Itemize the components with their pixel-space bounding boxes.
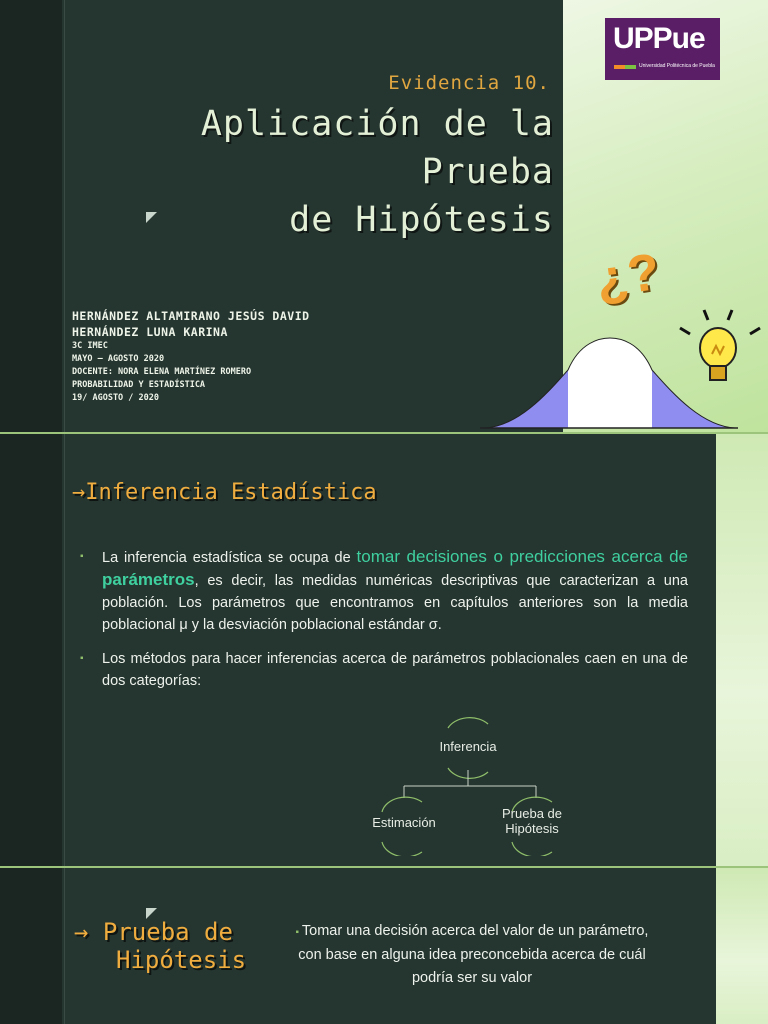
lightbulb-icon [672, 302, 768, 398]
author-block [72, 308, 310, 405]
hypothesis-slide [0, 868, 768, 1024]
title-line: de Hipótesis [289, 200, 554, 240]
section-title: →Inferencia Estadística [72, 480, 377, 505]
detail-line: DOCENTE: NORA ELENA MARTÍNEZ ROMERO [72, 367, 252, 377]
section-title: → Prueba de Hipótesis [74, 918, 247, 974]
tree-node-left: Estimación [372, 815, 436, 830]
green-panel [716, 434, 768, 866]
inference-slide [0, 434, 768, 866]
definition-text: ▪ Tomar una decisión acerca del valor de un parámetro, con base en alguna idea preconcebida acerca de cuál podría ser su valor [286, 920, 658, 990]
bullet-list [80, 546, 688, 704]
title-slide [0, 0, 768, 432]
title-line: Aplicación de la [200, 104, 554, 144]
list-item: ▪ La inferencia estadística se ocupa de tomar decisiones o predicciones acerca de parámetros, es decir, las medidas numéricas descriptivas que caracterizan a una población. Los parámetros que encontramos en capítulos anteriores son la media poblacional μ y la desviación poblacional estándar σ. [80, 546, 688, 636]
evidence-label: Evidencia 10. [388, 72, 550, 94]
question-marks-icon: ¿? [592, 242, 664, 310]
list-item: ▪ Los métodos para hacer inferencias acerca de parámetros poblacionales caen en una de dos categorías: [80, 648, 688, 692]
author-name: HERNÁNDEZ LUNA KARINA [72, 325, 228, 339]
author-name: HERNÁNDEZ ALTAMIRANO JESÚS DAVID [72, 309, 310, 323]
slide-title [201, 100, 554, 244]
title-line: Prueba [421, 152, 554, 192]
tree-node-root: Inferencia [439, 739, 497, 754]
highlight-text: tomar decisiones o predicciones acerca de [356, 547, 688, 566]
detail-line: MAYO – AGOSTO 2020 [72, 354, 165, 364]
triangle-marker-icon [146, 212, 157, 223]
detail-line: 3C IMEC [72, 341, 108, 351]
tree-node-right: Prueba de Hipótesis [502, 806, 562, 836]
uppue-logo [605, 18, 720, 80]
left-strip [0, 0, 62, 432]
detail-line: PROBABILIDAD Y ESTADÍSTICA [72, 380, 206, 390]
detail-line: 19/ AGOSTO / 2020 [72, 393, 159, 403]
logo-brand: UPPue [613, 22, 705, 55]
highlight-keyword: parámetros [102, 570, 195, 589]
logo-subtitle: Universidad Politécnica de Puebla [639, 63, 715, 69]
green-panel [716, 868, 768, 1024]
